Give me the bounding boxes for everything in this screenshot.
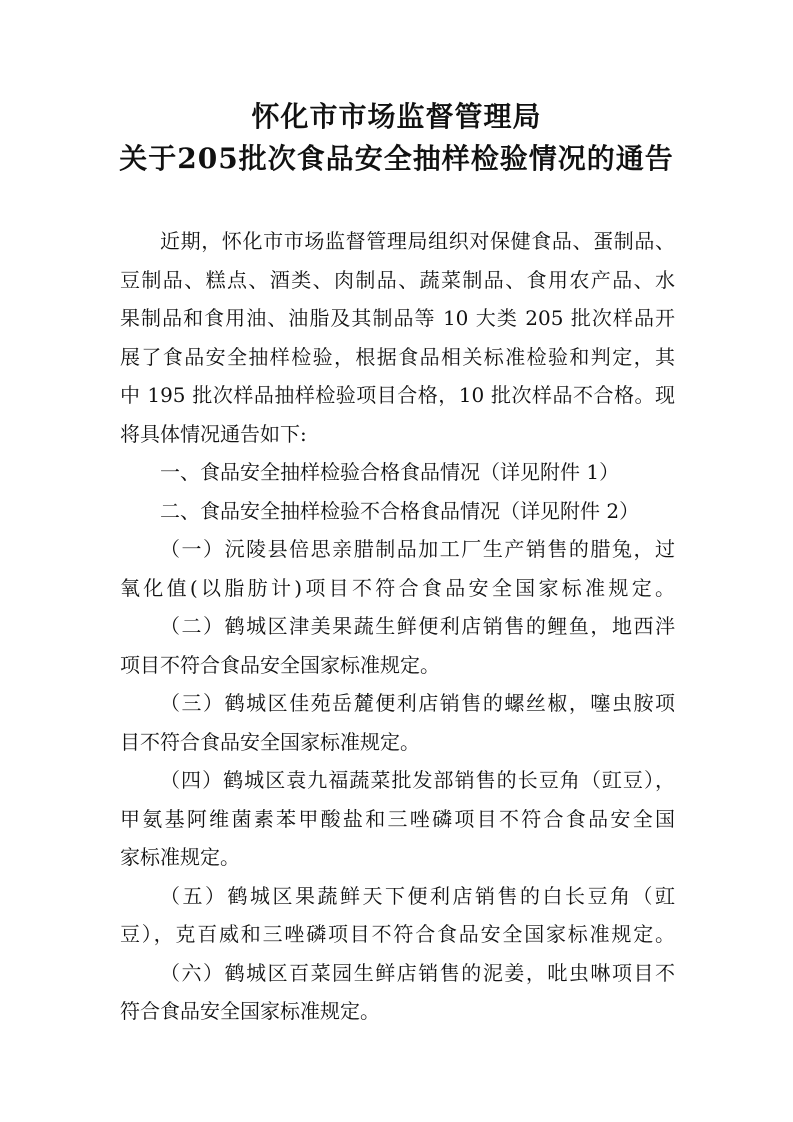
body-line: 氧化值(以脂肪计)项目不符合食品安全国家标准规定。 (120, 575, 675, 600)
body-line: （六）鹤城区百菜园生鲜店销售的泥姜，吡虫啉项目不 (160, 960, 675, 985)
body-line: 中 195 批次样品抽样检验项目合格，10 批次样品不合格。现 (120, 383, 675, 407)
body-line: （二）鹤城区津美果蔬生鲜便利店销售的鲤鱼，地西泮 (160, 614, 675, 638)
body-line: 项目不符合食品安全国家标准规定。 (120, 652, 440, 677)
title-line-subject: 关于205批次食品安全抽样检验情况的通告 (119, 142, 674, 175)
body-line: 豆），克百威和三唑磷项目不符合食品安全国家标准规定。 (120, 922, 675, 946)
body-line: 一、食品安全抽样检验合格食品情况（详见附件 1） (160, 460, 620, 484)
body-line: 甲氨基阿维菌素苯甲酸盐和三唑磷项目不符合食品安全国 (120, 806, 675, 831)
body-line: 二、食品安全抽样检验不合格食品情况（详见附件 2） (160, 498, 640, 523)
item-paragraph (120, 607, 675, 684)
notice-title (0, 96, 793, 180)
body-line: （三）鹤城区佳苑岳麓便利店销售的螺丝椒，噻虫胺项 (160, 691, 675, 715)
body-line: 将具体情况通告如下: (120, 421, 307, 446)
body-line: 符合食品安全国家标准规定。 (120, 999, 380, 1023)
title-line-issuer: 怀化市市场监督管理局 (251, 100, 542, 133)
item-paragraph (120, 877, 675, 954)
item-paragraph (120, 954, 675, 1031)
body-line: 目不符合食品安全国家标准规定。 (120, 729, 420, 754)
intro-paragraph (120, 222, 675, 453)
notice-body (120, 222, 675, 1031)
body-line: （一）沅陵县倍思亲腊制品加工厂生产销售的腊兔，过 (160, 537, 675, 561)
body-line: 家标准规定。 (120, 845, 240, 869)
item-paragraph (120, 684, 675, 761)
item-paragraph (120, 530, 675, 607)
body-line: （五）鹤城区果蔬鲜天下便利店销售的白长豆角（豇 (160, 883, 675, 908)
body-line: 果制品和食用油、油脂及其制品等 10 大类 205 批次样品开 (120, 306, 675, 330)
body-line: 近期，怀化市市场监督管理局组织对保健食品、蛋制品、 (160, 229, 675, 253)
body-line: 豆制品、糕点、酒类、肉制品、蔬菜制品、食用农产品、水 (120, 267, 675, 292)
section-qualified-heading (120, 453, 675, 492)
body-line: 展了食品安全抽样检验，根据食品相关标准检验和判定，其 (120, 344, 675, 369)
body-line: （四）鹤城区袁九福蔬菜批发部销售的长豆角（豇豆）， (160, 768, 675, 792)
section-unqualified-heading (120, 492, 675, 531)
item-paragraph (120, 761, 675, 877)
